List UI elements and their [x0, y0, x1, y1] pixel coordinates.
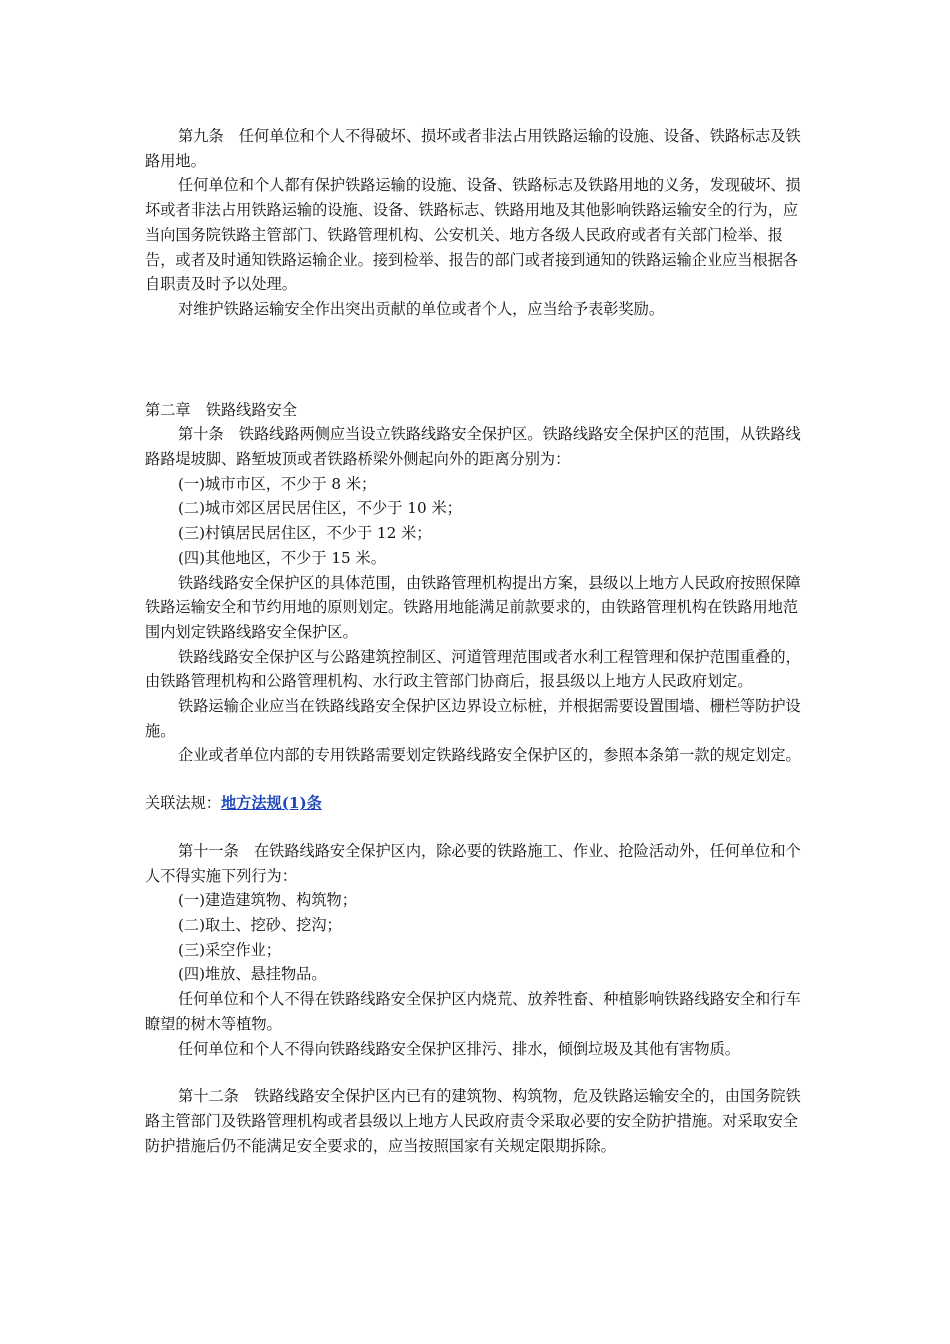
- spacer: [145, 768, 810, 791]
- article-11-paragraph-1: 第十一条 在铁路线路安全保护区内，除必要的铁路施工、作业、抢险活动外，任何单位和个人不得实施下列行为：: [145, 841, 801, 885]
- article-10-item-4: (四)其他地区，不少于 15 米。: [178, 548, 386, 567]
- article-11-item-1: (一)建造建筑物、构筑物；: [178, 891, 357, 910]
- chapter-2-title: 第二章 铁路线路安全: [145, 400, 297, 419]
- related-regulations: [145, 791, 810, 816]
- local-regulations-link[interactable]: 地方法规(1)条: [220, 794, 322, 813]
- article-10-paragraph-4: 铁路运输企业应当在铁路线路安全保护区边界设立标桩，并根据需要设置围墙、栅栏等防护设施。: [145, 697, 801, 740]
- spacer: [145, 1061, 810, 1084]
- article-10-item-3: (三)村镇居民居住区，不少于 12 米；: [178, 524, 432, 543]
- related-label: 关联法规：: [145, 794, 221, 813]
- article-10-paragraph-2: 铁路线路安全保护区的具体范围，由铁路管理机构提出方案，县级以上地方人民政府按照保障铁路运输安全和节约用地的原则划定。铁路用地能满足前款要求的，由铁路管理机构在铁路用地范围内划定铁路线路安全保护区。: [145, 573, 801, 641]
- article-10-item-1: (一)城市市区，不少于 8 米；: [178, 474, 377, 493]
- article-9-paragraph-3: 对维护铁路运输安全作出突出贡献的单位或者个人，应当给予表彰奖励。: [178, 299, 664, 318]
- article-10-paragraph-3: 铁路线路安全保护区与公路建筑控制区、河道管理范围或者水利工程管理和保护范围重叠的，由铁路管理机构和公路管理机构、水行政主管部门协商后，报县级以上地方人民政府划定。: [145, 647, 801, 691]
- article-12-paragraph-1: 第十二条 铁路线路安全保护区内已有的建筑物、构筑物，危及铁路运输安全的，由国务院铁路主管部门及铁路管理机构或者县级以上地方人民政府责令采取必要的安全防护措施。对采取安全防护措施后仍不能满足安全要求的，应当按照国家有关规定限期拆除。: [145, 1087, 801, 1155]
- article-10-paragraph-5: 企业或者单位内部的专用铁路需要划定铁路线路安全保护区的，参照本条第一款的规定划定。: [178, 746, 801, 765]
- article-11-paragraph-2: 任何单位和个人不得在铁路线路安全保护区内烧荒、放养牲畜、种植影响铁路线路安全和行车瞭望的树木等植物。: [145, 990, 801, 1033]
- spacer: [145, 816, 810, 839]
- article-11-item-2: (二)取土、挖砂、挖沟；: [178, 915, 342, 934]
- article-9-paragraph-2: 任何单位和个人都有保护铁路运输的设施、设备、铁路标志及铁路用地的义务，发现破坏、损坏或者非法占用铁路运输的设施、设备、铁路标志、铁路用地及其他影响铁路运输安全的行为，应当向国务院铁路主管部门、铁路管理机构、公安机关、地方各级人民政府或者有关部门检举、报告，或者及时通知铁路运输企业。接到检举、报告的部门或者接到通知的铁路运输企业应当根据各自职责及时予以处理。: [145, 176, 801, 294]
- document-body: [145, 124, 810, 1158]
- article-10-item-2: (二)城市郊区居民居住区，不少于 10 米；: [178, 499, 462, 518]
- article-9-paragraph-1: 第九条 任何单位和个人不得破坏、损坏或者非法占用铁路运输的设施、设备、铁路标志及铁路用地。: [145, 127, 801, 170]
- article-11-paragraph-3: 任何单位和个人不得向铁路线路安全保护区排污、排水，倾倒垃圾及其他有害物质。: [178, 1039, 740, 1058]
- spacer: [145, 322, 810, 398]
- article-10-paragraph-1: 第十条 铁路线路两侧应当设立铁路线路安全保护区。铁路线路安全保护区的范围，从铁路线路路堤坡脚、路堑坡顶或者铁路桥梁外侧起向外的距离分别为：: [145, 425, 801, 469]
- article-11-item-3: (三)采空作业；: [178, 940, 281, 959]
- article-11-item-4: (四)堆放、悬挂物品。: [178, 965, 327, 984]
